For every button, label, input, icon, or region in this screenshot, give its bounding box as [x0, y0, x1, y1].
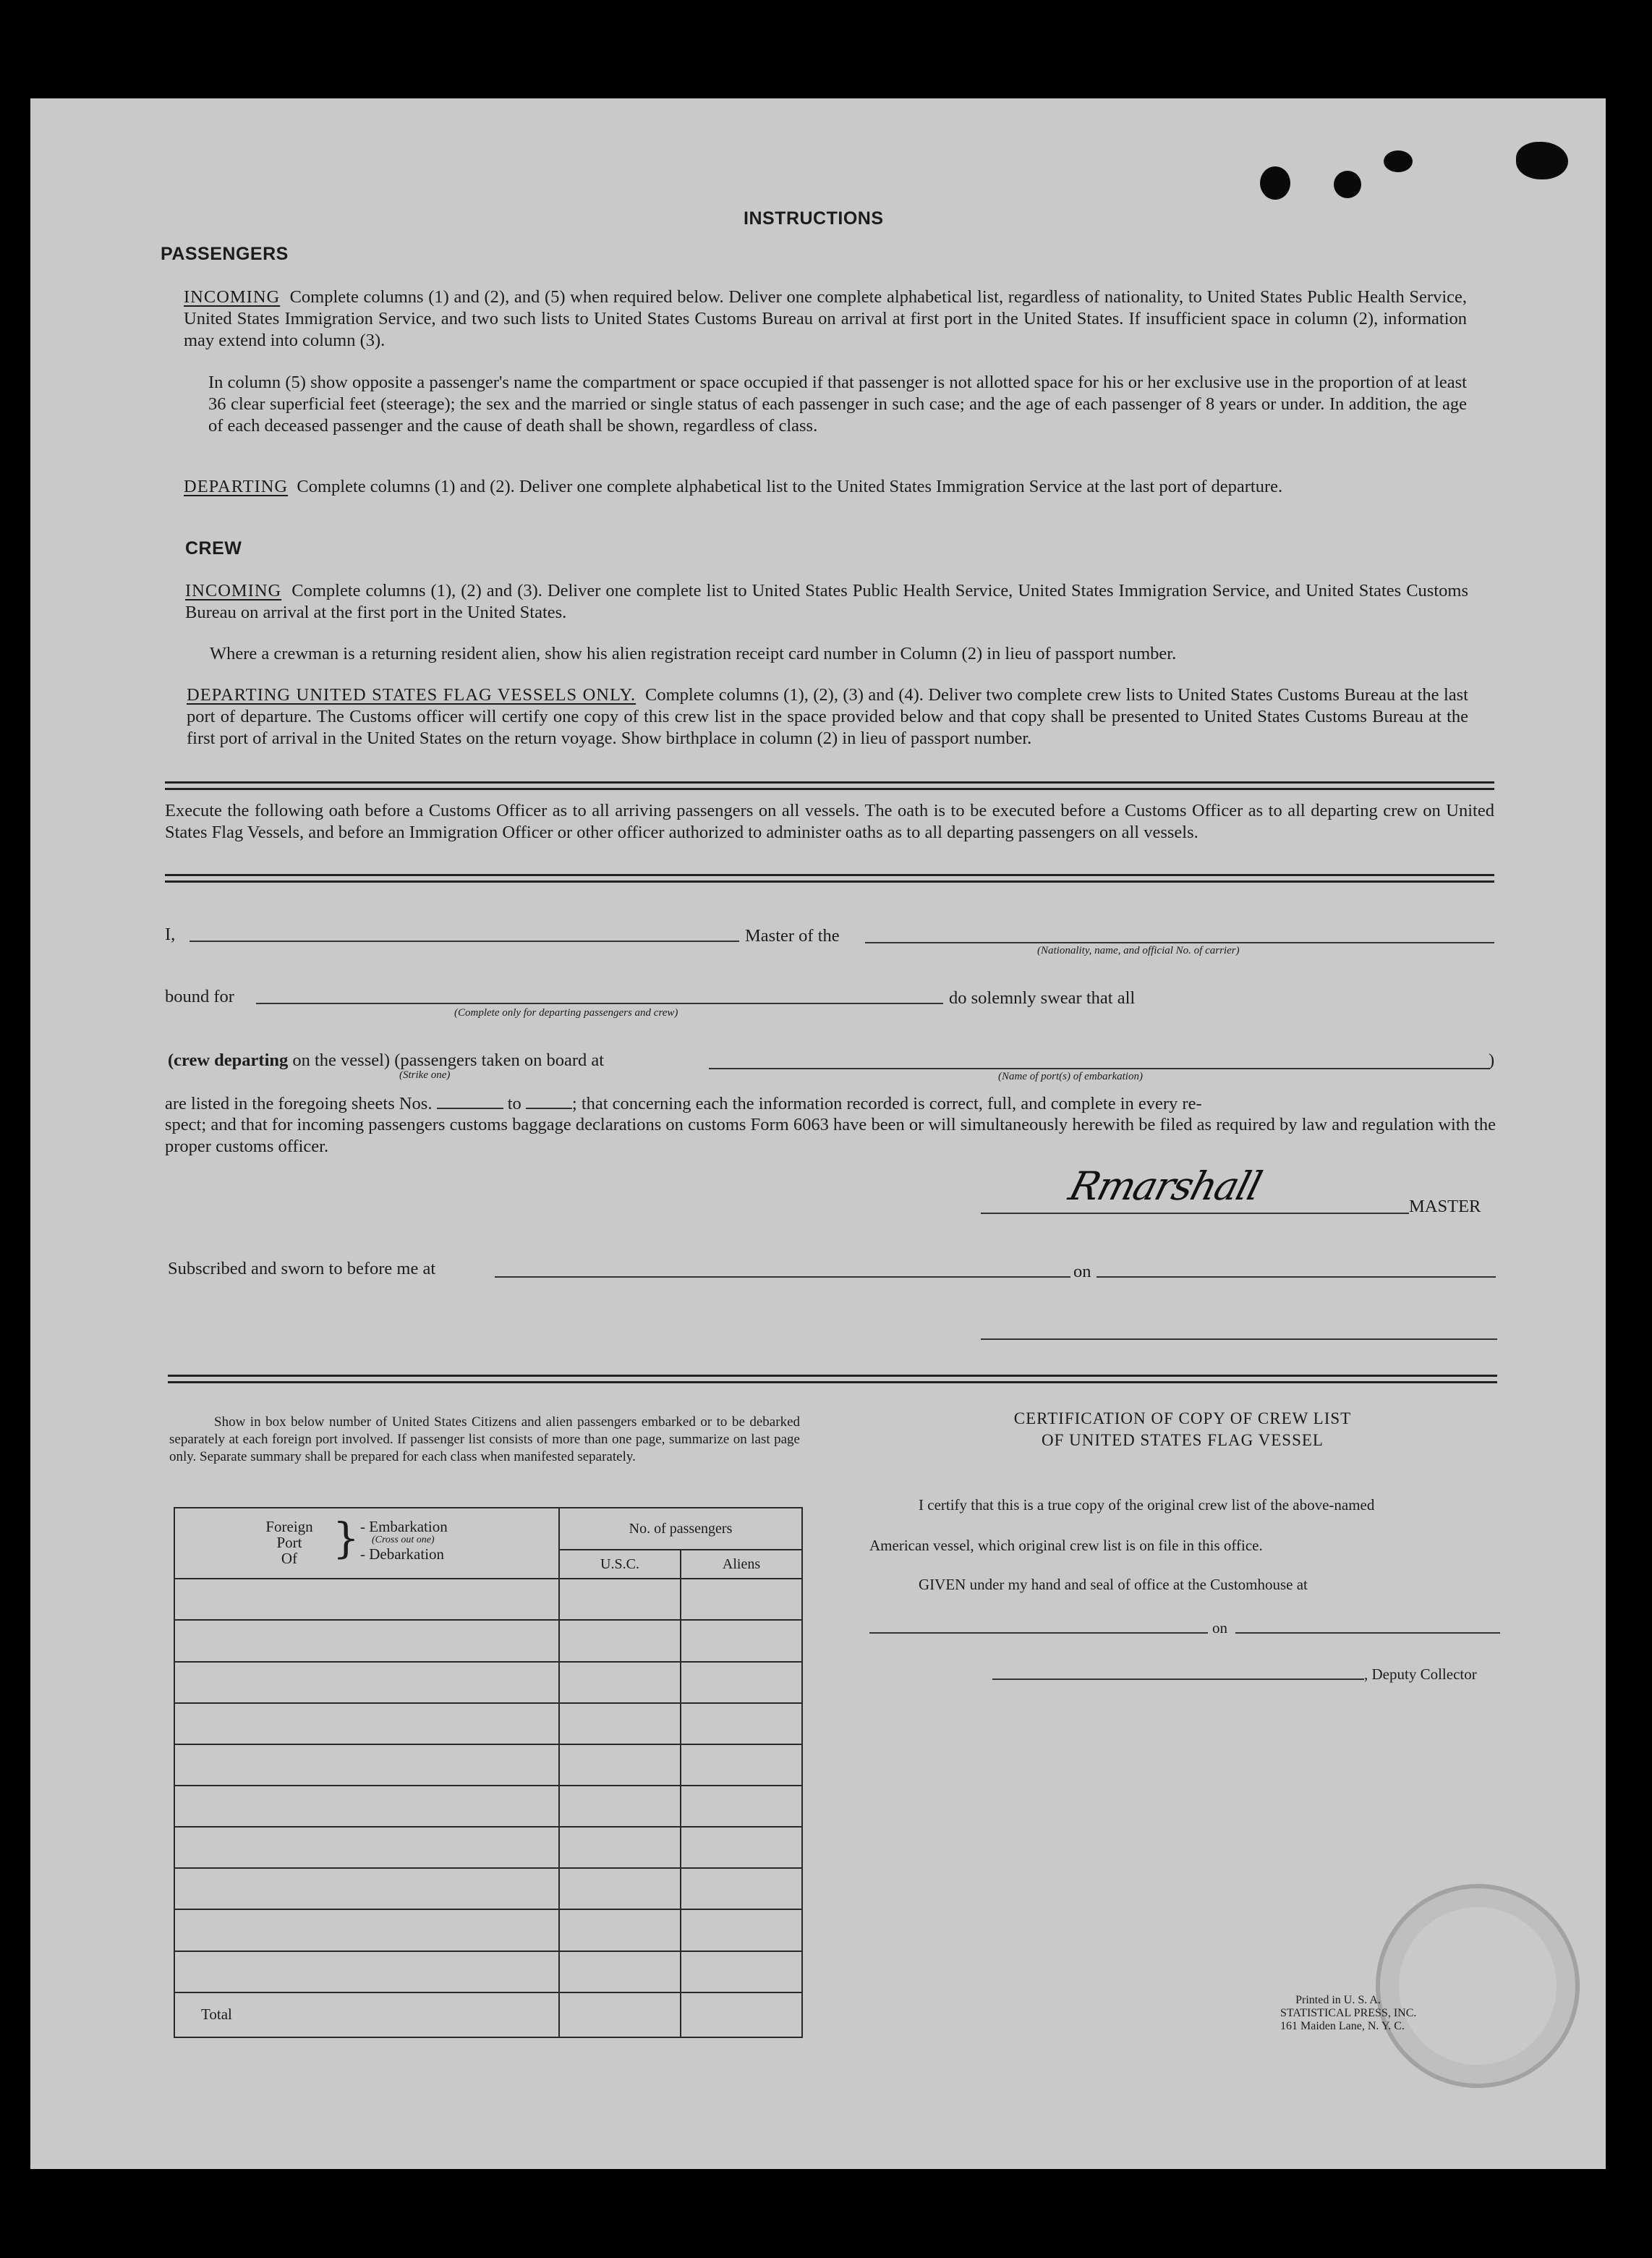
passengers-incoming-paragraph: [184, 287, 1467, 352]
passengers-departing-paragraph: [184, 476, 1467, 498]
listed-text-b: ; that concerning each the information recorded is correct, full, and complete in every re-: [571, 1094, 1202, 1113]
usc-cell[interactable]: [559, 1703, 681, 1744]
crew-incoming-paragraph: [185, 580, 1468, 624]
crew-departing-text: Complete columns (1), (2), (3) and (4). Deliver two complete crew lists to United States Customs Bureau at the last port of departure. The Customs officer will certify one copy of this crew list in the space provided below and that copy shall be presented to United States Customs Bureau at the first port of arrival in the United States on the return voyage. Show birthplace in column (2) in lieu of passport number.: [187, 685, 1468, 748]
instructions-title: INSTRUCTIONS: [744, 208, 884, 229]
aliens-cell[interactable]: [681, 1703, 802, 1744]
punch-hole: [1260, 166, 1290, 200]
summary-note: Show in box below number of United States Citizens and alien passengers embarked or to be debarked separately at each foreign port involved. If passenger list consists of more than one page, summarize on last page only. Separate summary shall be prepared for each class when manifested separately.: [169, 1414, 800, 1464]
crew-departing-text: (crew departing: [168, 1051, 289, 1070]
usc-cell[interactable]: [559, 1662, 681, 1703]
close-paren: ): [1489, 1051, 1495, 1070]
officer-signature-field[interactable]: [981, 1338, 1497, 1340]
sworn-place-field[interactable]: [495, 1276, 1070, 1278]
embark-debark-labels: [360, 1519, 448, 1562]
aliens-cell[interactable]: [681, 1786, 802, 1827]
passengers-taken-text: (passengers taken on board at: [394, 1051, 605, 1070]
port-cell[interactable]: [174, 1868, 559, 1909]
bound-for-caption: (Complete only for departing passengers and crew): [454, 1007, 678, 1019]
passengers-departing-text: Complete columns (1) and (2). Deliver one complete alphabetical list to the United States Immigration Service at the last port of departure.: [297, 477, 1283, 496]
printer-line-2: STATISTICAL PRESS, INC.: [1280, 2007, 1417, 2019]
total-label: Total: [174, 1992, 559, 2037]
usc-cell[interactable]: [559, 1620, 681, 1661]
no-passengers-header: No. of passengers: [559, 1508, 802, 1550]
certification-title-line-2: OF UNITED STATES FLAG VESSEL: [1042, 1431, 1324, 1449]
aliens-cell[interactable]: [681, 1868, 802, 1909]
table-row: [174, 1620, 802, 1661]
listed-text-a: are listed in the foregoing sheets Nos.: [165, 1094, 433, 1113]
aliens-cell[interactable]: [681, 1827, 802, 1868]
printer-line-3: 161 Maiden Lane, N. Y. C.: [1280, 2020, 1405, 2032]
port-cell[interactable]: [174, 1620, 559, 1661]
table-row: [174, 1579, 802, 1620]
passengers-incoming-text: Complete columns (1) and (2), and (5) when required below. Deliver one complete alphabetical list, regardless of nationality, to United States Public Health Service, United States Immigration Service, and two such lists to United States Customs Bureau on arrival at first port in the United States. If insufficient space in column (2), information may extend into column (3).: [184, 287, 1468, 350]
sworn-on-label: on: [1073, 1262, 1091, 1281]
port-cell[interactable]: [174, 1951, 559, 1992]
punch-hole: [1334, 171, 1361, 198]
sheet-from-field[interactable]: [437, 1108, 503, 1109]
crew-heading: CREW: [185, 538, 242, 559]
sheet-to-field[interactable]: [526, 1108, 572, 1109]
carrier-field[interactable]: [865, 942, 1494, 943]
usc-cell[interactable]: [559, 1868, 681, 1909]
passengers-departing-label: DEPARTING: [184, 477, 289, 496]
master-signature-field[interactable]: [981, 1213, 1409, 1214]
certification-title: [853, 1408, 1512, 1451]
double-rule: [165, 781, 1494, 790]
listed-line: [165, 1094, 1496, 1114]
certify-text-b: American vessel, which original crew list is on file in this office.: [869, 1537, 1263, 1554]
aliens-cell[interactable]: [681, 1620, 802, 1661]
bound-for-label: bound for: [165, 987, 234, 1006]
carrier-caption: (Nationality, name, and official No. of carrier): [1037, 945, 1240, 956]
aliens-cell[interactable]: [681, 1744, 802, 1786]
total-row: [174, 1992, 802, 2037]
ports-caption: (Name of port(s) of embarkation): [998, 1071, 1143, 1082]
printer-line-1: Printed in U. S. A.: [1295, 1994, 1381, 2006]
master-label: MASTER: [1409, 1197, 1481, 1216]
bound-for-field[interactable]: [256, 1003, 943, 1004]
cert-date-field[interactable]: [1235, 1632, 1500, 1634]
subscribed-label: Subscribed and sworn to before me at: [168, 1259, 436, 1278]
oath-i-label: I,: [165, 925, 176, 944]
port-cell[interactable]: [174, 1579, 559, 1620]
printer-imprint: [1280, 1994, 1417, 2033]
punch-hole: [1384, 150, 1413, 172]
table-row: [174, 1909, 802, 1951]
customhouse-field[interactable]: [869, 1632, 1208, 1634]
port-cell[interactable]: [174, 1827, 559, 1868]
table-row: [174, 1744, 802, 1786]
master-of-the-label: Master of the: [745, 926, 840, 946]
on-vessel-text: on the vessel): [292, 1051, 391, 1070]
usc-cell[interactable]: [559, 1951, 681, 1992]
deputy-collector-label: , Deputy Collector: [1364, 1665, 1477, 1683]
table-row: [174, 1703, 802, 1744]
usc-cell[interactable]: [559, 1827, 681, 1868]
aliens-cell[interactable]: [681, 1909, 802, 1951]
crew-departing-paragraph: [187, 684, 1468, 750]
foreign-port-of-label: Foreign Port Of: [265, 1518, 313, 1567]
usc-header: U.S.C.: [559, 1550, 681, 1579]
table-row: [174, 1662, 802, 1703]
cert-on-label: on: [1212, 1619, 1227, 1637]
embarkation-label: - Embarkation: [360, 1518, 448, 1535]
port-cell[interactable]: [174, 1703, 559, 1744]
oath-intro-paragraph: Execute the following oath before a Customs Officer as to all arriving passengers on all vessels. The oath is to be executed before a Customs Officer as to all departing crew on United States Flag Vessels, and before an Immigration Officer or other officer authorized to administer oaths as to all departing passengers on all vessels.: [165, 801, 1494, 842]
brace-icon: }: [333, 1514, 359, 1563]
table-row: [174, 1951, 802, 1992]
crew-resident-paragraph: Where a crewman is a returning resident alien, show his alien registration receipt card number in Column (2) in lieu of passport number.: [210, 644, 1177, 663]
double-rule: [168, 1375, 1497, 1383]
embarkation-ports-field[interactable]: [709, 1068, 1490, 1069]
port-header-cell: [174, 1508, 559, 1579]
aliens-cell[interactable]: [681, 1951, 802, 1992]
debarkation-label: - Debarkation: [360, 1545, 445, 1563]
passenger-summary-table: [174, 1507, 803, 2038]
port-cell[interactable]: [174, 1909, 559, 1951]
double-rule: [165, 874, 1494, 883]
usc-cell[interactable]: [559, 1579, 681, 1620]
strike-one-caption: (Strike one): [399, 1069, 451, 1081]
table-row: [174, 1786, 802, 1827]
crew-incoming-text: Complete columns (1), (2) and (3). Deliver one complete list to United States Public Health Service, United States Immigration Service, and United States Customs Bureau on arrival at the first port in the United States.: [185, 581, 1468, 622]
usc-cell[interactable]: [559, 1786, 681, 1827]
certify-text-a: I certify that this is a true copy of the original crew list of the above-named: [919, 1496, 1375, 1514]
master-name-field[interactable]: [190, 941, 739, 942]
cross-out-label: (Cross out one): [372, 1535, 435, 1545]
column5-paragraph: In column (5) show opposite a passenger's name the compartment or space occupied if that passenger is not allotted space for his or her exclusive use in the proportion of at least 36 clear superficial feet (steerage); the sex and the married or single status of each passenger in such case; and the age of each passenger of 8 years or under. In addition, the age of each deceased passenger and the cause of death shall be shown, regardless of class.: [208, 373, 1467, 436]
swear-text: do solemnly swear that all: [949, 988, 1136, 1008]
certification-title-line-1: CERTIFICATION OF COPY OF CREW LIST: [1013, 1409, 1352, 1427]
port-cell[interactable]: [174, 1744, 559, 1786]
crew-incoming-label: INCOMING: [185, 581, 282, 600]
given-text: GIVEN under my hand and seal of office at the Customhouse at: [919, 1576, 1308, 1593]
crew-departing-label: DEPARTING UNITED STATES FLAG VESSELS ONLY.: [187, 685, 636, 705]
aliens-header: Aliens: [681, 1550, 802, 1579]
master-signature: Rmarshall: [1064, 1163, 1266, 1209]
usc-total-cell[interactable]: [559, 1992, 681, 2037]
table-row: [174, 1868, 802, 1909]
to-text: to: [507, 1094, 521, 1113]
punch-hole: [1516, 142, 1568, 179]
aliens-cell[interactable]: [681, 1579, 802, 1620]
vessel-line: [168, 1051, 604, 1071]
table-row: [174, 1827, 802, 1868]
aliens-total-cell[interactable]: [681, 1992, 802, 2037]
aliens-cell[interactable]: [681, 1662, 802, 1703]
oath-rest-paragraph: spect; and that for incoming passengers customs baggage declarations on customs Form 6063 have been or will simultaneously herewith be filed as required by law and regulation with the proper customs officer.: [165, 1115, 1496, 1156]
passengers-incoming-label: INCOMING: [184, 287, 281, 307]
customs-seal: [1376, 1884, 1580, 2088]
usc-cell[interactable]: [559, 1744, 681, 1786]
passengers-heading: PASSENGERS: [161, 244, 289, 264]
port-cell[interactable]: [174, 1786, 559, 1827]
usc-cell[interactable]: [559, 1909, 681, 1951]
port-cell[interactable]: [174, 1662, 559, 1703]
deputy-collector-field[interactable]: [992, 1678, 1364, 1680]
sworn-date-field[interactable]: [1097, 1276, 1496, 1278]
